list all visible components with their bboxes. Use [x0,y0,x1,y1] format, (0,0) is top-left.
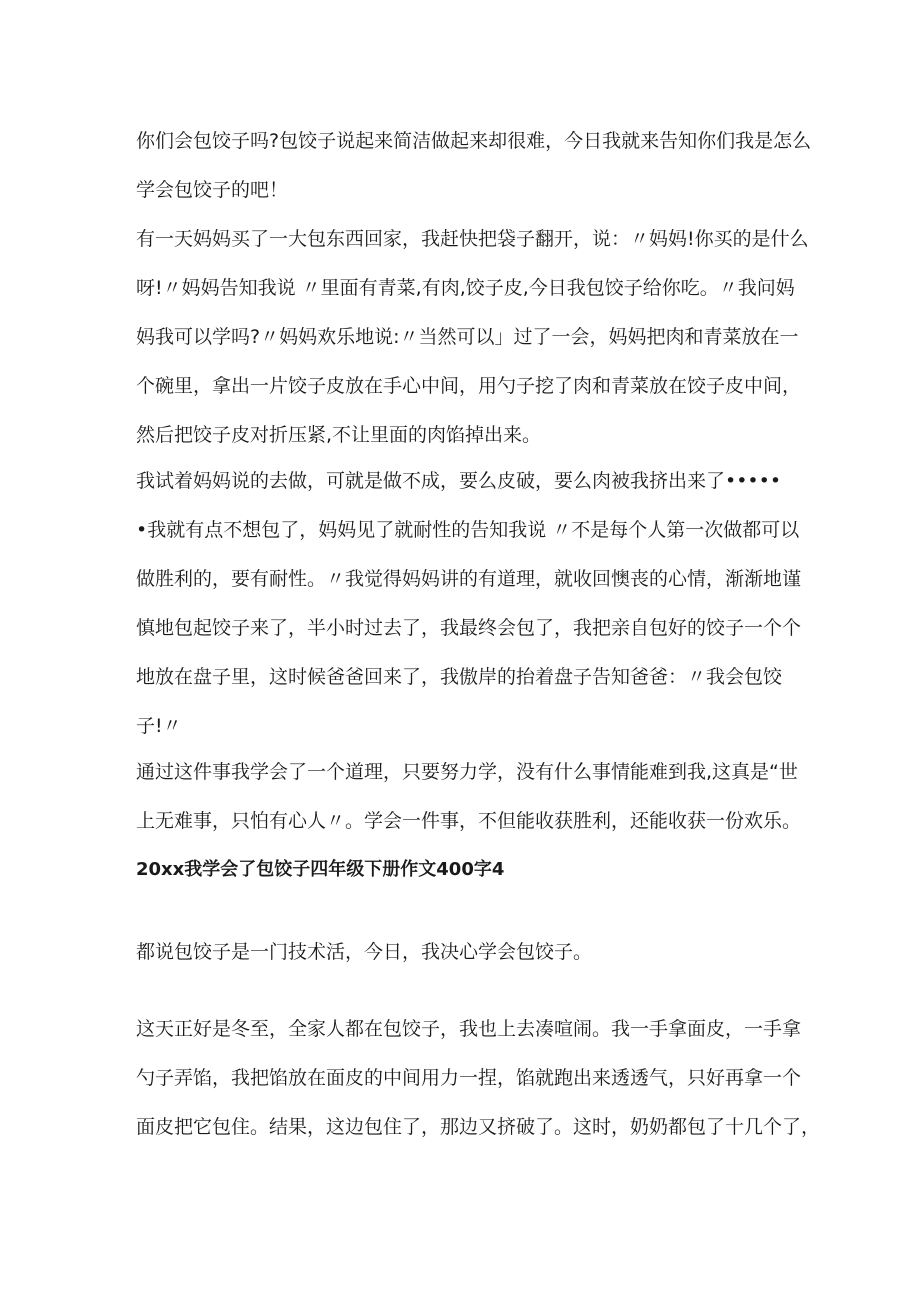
paragraph-3-line-5: 地放在盘子里，这时候爸爸回来了，我傲岸的抬着盘子告知爸爸：〃我会包饺 [136,666,783,688]
paragraph-3-line-2: •我就有点不想包了，妈妈见了就耐性的告知我说 〃不是每个人第一次做都可以 [136,519,800,541]
paragraph-6-line-3: 面皮把它包住。结果，这边包住了，那边又挤破了。这时，奶奶都包了十几个了， [136,1116,821,1138]
paragraph-1-line-1: 你们会包饺子吗?包饺子说起来简洁做起来却很难，今日我就来告知你们我是怎么 [136,130,812,152]
paragraph-6-line-2: 勺子弄馅，我把馅放在面皮的中间用力一捏，馅就跑出来透透气，只好再拿一个 [136,1067,802,1089]
paragraph-2-line-5: 然后把饺子皮对折压紧,不让里面的肉馅掉出来。 [136,424,542,446]
paragraph-2-line-4: 个碗里，拿出一片饺子皮放在手心中间，用勺子挖了肉和青菜放在饺子皮中间， [136,375,802,397]
section-heading: 20xx我学会了包饺子四年级下册作文400字4 [136,859,505,880]
paragraph-4-line-1: 通过这件事我学会了一个道理，只要努力学，没有什么事情能难到我,这真是“世 [136,761,798,783]
paragraph-4-line-2: 上无难事，只怕有心人〃。学会一件事，不但能收获胜利，还能收获一份欢乐。 [136,810,802,832]
paragraph-2-line-1: 有一天妈妈买了一大包东西回家，我赶快把袋子翻开，说：〃妈妈!你买的是什么 [136,228,809,250]
paragraph-2-line-3: 妈我可以学吗?〃妈妈欢乐地说:〃当然可以」过了一会，妈妈把肉和青菜放在一 [136,326,799,348]
paragraph-6-line-1: 这天正好是冬至，全家人都在包饺子，我也上去凑喧闹。我一手拿面皮，一手拿 [136,1018,802,1040]
paragraph-3-line-1: 我试着妈妈说的去做，可就是做不成，要么皮破，要么肉被我挤出来了••••• [136,470,782,492]
paragraph-3-line-3: 做胜利的，要有耐性。〃我觉得妈妈讲的有道理，就收回懊丧的心情，渐渐地谨 [136,568,802,590]
paragraph-3-line-6: 子!〃 [136,715,182,737]
paragraph-5-line-1: 都说包饺子是一门技术活，今日，我决心学会包饺子。 [136,941,593,963]
paragraph-3-line-4: 慎地包起饺子来了，半小时过去了，我最终会包了，我把亲自包好的饺子一个个 [136,617,802,639]
paragraph-2-line-2: 呀!〃妈妈告知我说 〃里面有青菜,有肉,饺子皮,今日我包饺子给你吃。〃我问妈 [136,277,795,299]
paragraph-1-line-2: 学会包饺子的吧！ [136,179,289,201]
